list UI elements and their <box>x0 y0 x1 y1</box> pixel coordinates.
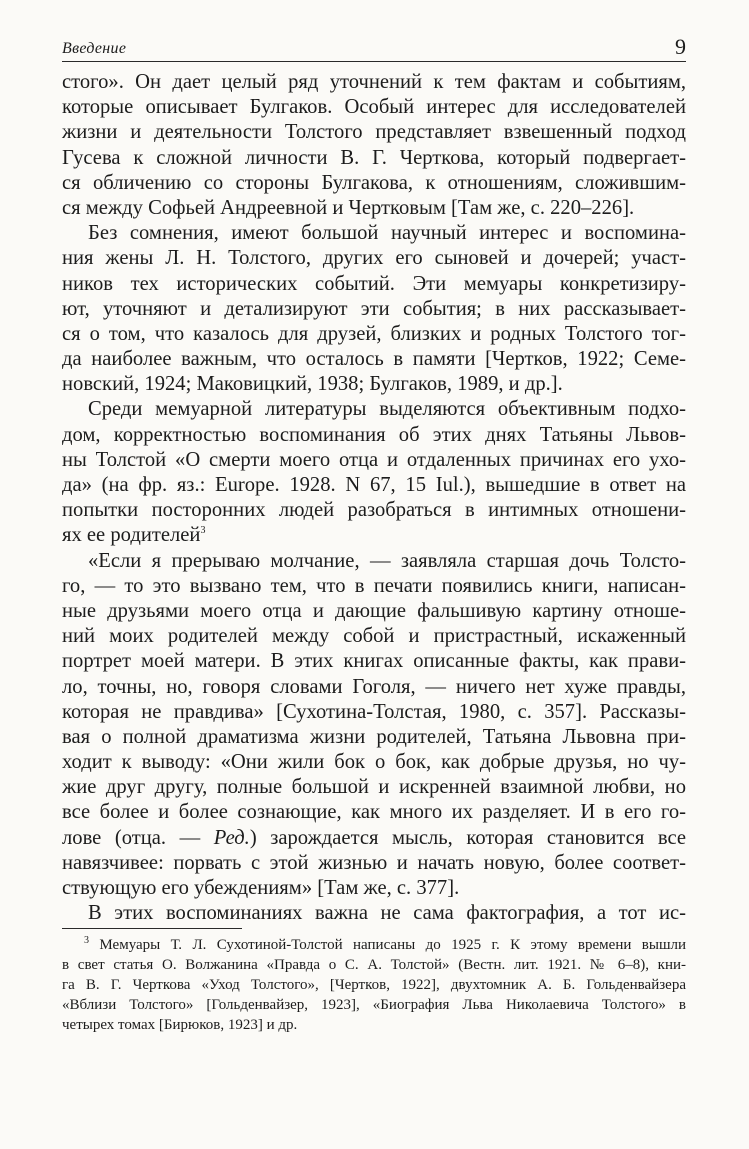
footnote-line: четырех томах [Бирюков, 1923] и др. <box>62 1017 298 1033</box>
text-line: вая о полной драматизма жизни родителей, Татьяна Львовна при- <box>62 725 686 748</box>
footnote-rule <box>62 928 242 929</box>
text-line <box>62 826 686 851</box>
text-line: ний моих родителей между собой и пристрастный, искаженный <box>62 625 686 648</box>
text-line-fragment: ях ее родителей <box>62 524 201 547</box>
text-line: ников тех исторических событий. Эти мемуары конкретизиру- <box>62 272 686 295</box>
running-header <box>62 34 686 60</box>
footnote-line <box>62 935 686 955</box>
footnote-text: Мемуары Т. Л. Сухотиной-Толстой написаны до 1925 г. К этому времени вышли <box>99 937 687 953</box>
text-line: портрет моей матери. В этих книгах описанные факты, как прави- <box>62 650 686 673</box>
footnote-line: «Вблизи Толстого» [Гольденвайзер, 1923], «Биография Льва Николаевича Толстого» в <box>62 997 686 1013</box>
header-rule <box>62 61 686 62</box>
text-line: го, — то это вызвано тем, что в печати появились книги, написан- <box>62 574 686 597</box>
text-line: ния жены Л. Н. Толстого, других его сыновей и дочерей; участ- <box>62 247 686 270</box>
text-line: «Если я прерываю молчание, — заявляла старшая дочь Толсто- <box>88 549 686 572</box>
text-line: ходит к выводу: «Они жили бок о бок, как добрые друзья, но чу- <box>62 751 686 774</box>
text-line: Среди мемуарной литературы выделяются объективным подхо- <box>88 398 686 421</box>
text-line: навязчивее: порвать с этой жизнью и начать новую, более соответ- <box>62 851 686 874</box>
text-line: ло, точны, но, говоря словами Гоголя, — ничего нет хуже правды, <box>62 675 686 698</box>
text-line: Гусева к сложной личности В. Г. Черткова, который подвергает- <box>62 146 686 169</box>
footnote-number: 3 <box>84 935 89 946</box>
text-line: ны Толстой «О смерти моего отца и отдаленных причинах его ухо- <box>62 448 686 471</box>
main-text <box>62 70 686 926</box>
text-line: попытки посторонних людей разобраться в интимных отношени- <box>62 499 686 522</box>
text-line: ствующую его убеждениям» [Там же, с. 377]. <box>62 877 460 899</box>
text-line-fragment: лове (отца. — <box>62 826 214 849</box>
footnote-marker: 3 <box>200 525 206 537</box>
text-line: да наиболее важным, что осталось в памяти [Чертков, 1922; Семе- <box>62 348 686 371</box>
text-line: которые описывает Булгаков. Особый интерес для исследователей <box>62 96 686 119</box>
italic-abbreviation: Ред. <box>213 826 250 849</box>
text-line-fragment: ) зарождается мысль, которая становится все <box>249 826 686 849</box>
text-line: все более и более сознающие, как много их разделяет. И в его го- <box>62 801 686 824</box>
text-line: ные друзьями моего отца и дающие фальшивую картину отноше- <box>62 599 686 622</box>
text-line: ся обличению со стороны Булгакова, к отношениям, сложившим- <box>62 171 686 194</box>
text-line: В этих воспоминаниях важна не сама фактография, а тот ис- <box>88 902 686 925</box>
text-line: ют, уточняют и детализируют эти события; в них рассказывает- <box>62 297 686 320</box>
text-line: жие друг другу, полные большой и искренней взаимной любви, но <box>62 776 686 799</box>
text-line: Без сомнения, имеют большой научный интерес и воспомина- <box>88 222 686 245</box>
text-line: ся между Софьей Андреевной и Чертковым [Там же, с. 220–226]. <box>62 196 635 219</box>
text-line: дом, корректностью воспоминания об этих днях Татьяны Львов- <box>62 423 686 446</box>
text-line <box>62 523 686 548</box>
text-line: которая не правдива» [Сухотина-Толстая, 1980, с. 357]. Рассказы- <box>62 700 686 723</box>
text-line: жизни и деятельности Толстого представляет взвешенный подход <box>62 121 686 144</box>
text-line: новский, 1924; Маковицкий, 1938; Булгаков, 1989, и др.]. <box>62 373 563 396</box>
text-line: стого». Он дает целый ряд уточнений к тем фактам и событиям, <box>62 71 686 93</box>
page-number: 9 <box>675 34 686 59</box>
footnote-line: га В. Г. Черткова «Уход Толстого», [Чертков, 1922], двухтомник А. Б. Гольденвайзера <box>62 977 686 993</box>
text-line: да» (на фр. яз.: Europe. 1928. N 67, 15 Iul.), вышедшие в ответ на <box>62 474 686 496</box>
footnote <box>62 935 686 1035</box>
running-title: Введение <box>62 40 127 57</box>
text-line: ся о том, что казалось для друзей, близких и родных Толстого тог- <box>62 322 686 345</box>
footnote-line: в свет статья О. Волжанина «Правда о С. А. Толстой» (Вестн. лит. 1921. № 6–8), кни- <box>62 957 686 973</box>
